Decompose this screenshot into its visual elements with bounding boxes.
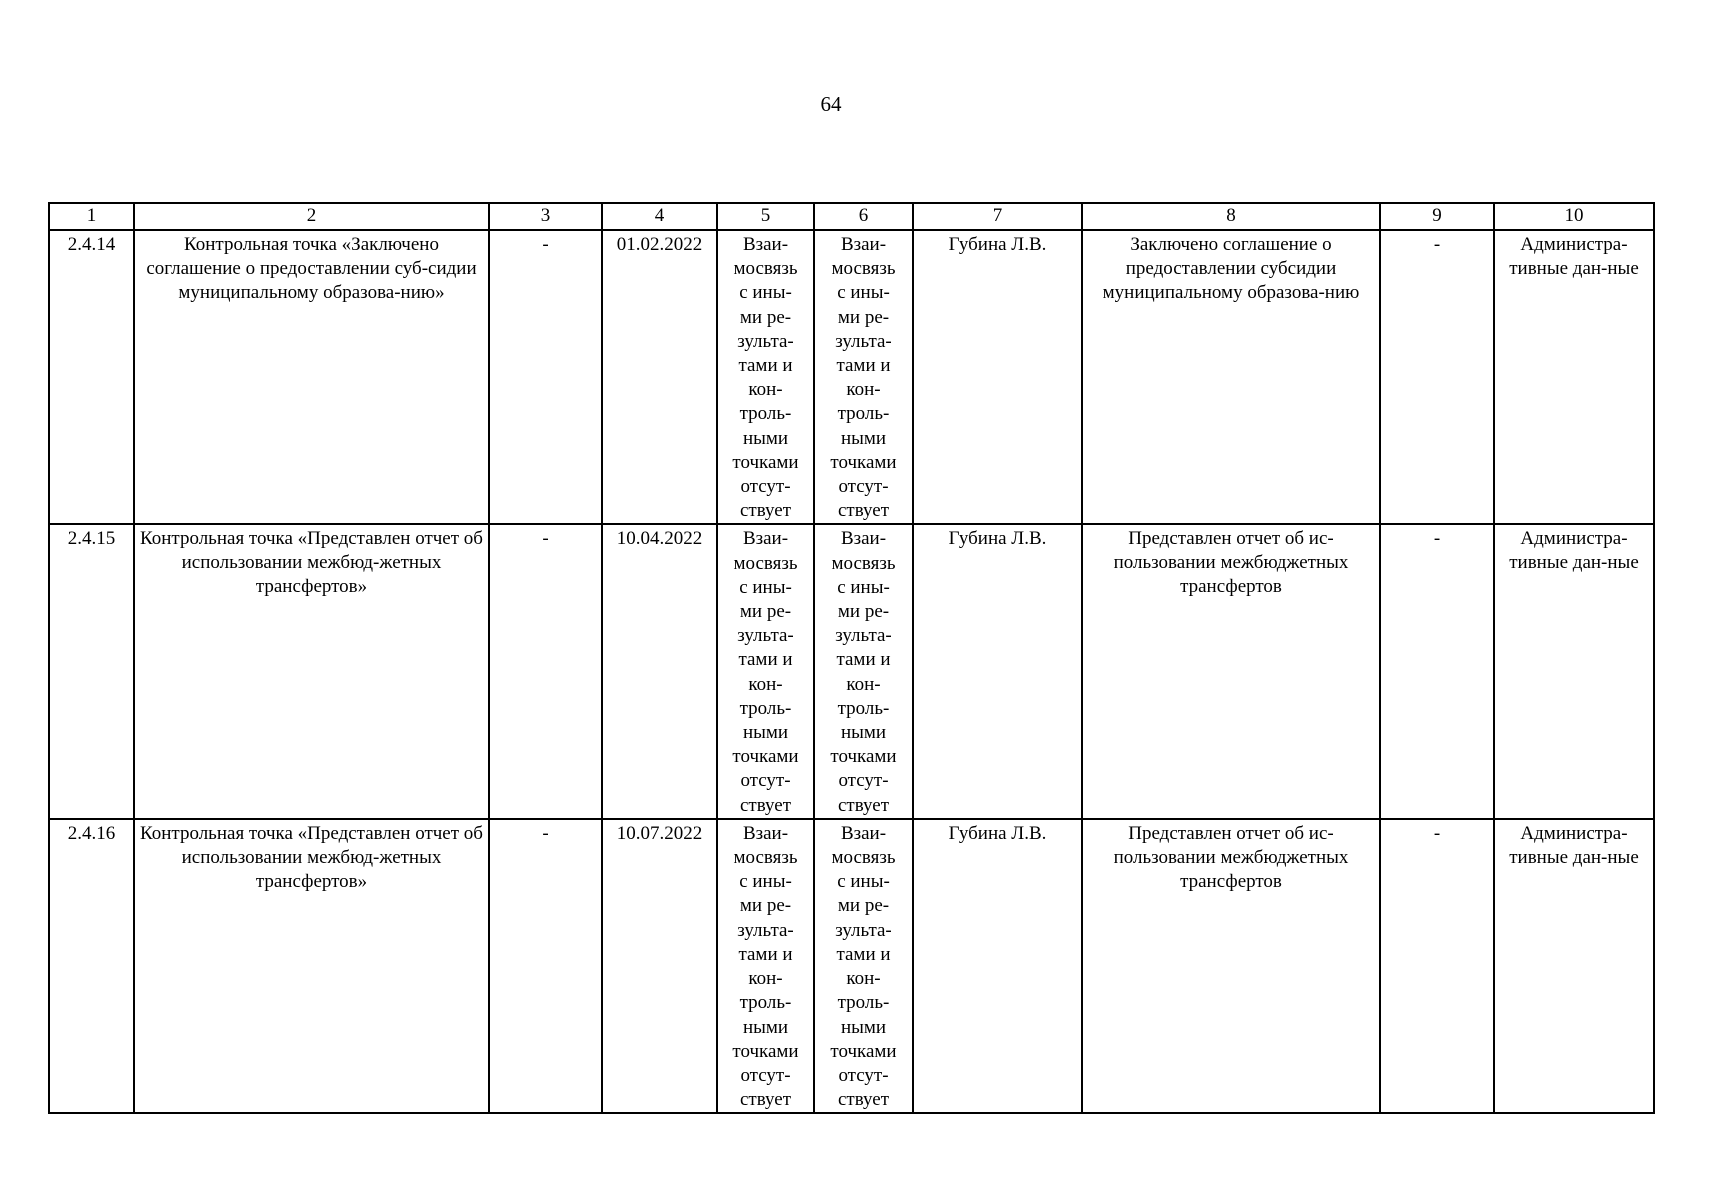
header-cell-9: 9 <box>1380 203 1494 230</box>
result-description-cell: Представлен отчет об ис-пользовании межбюджетных трансфертов <box>1082 524 1380 818</box>
column-3-cell: - <box>489 230 602 524</box>
cell-text-line: отсут- <box>740 770 791 792</box>
cell-text-line: мосвязь <box>733 847 798 869</box>
cell-text-line: зульта- <box>835 330 892 352</box>
cell-text-line: отсут- <box>838 770 889 792</box>
relation-cell-6 <box>814 230 913 524</box>
table-row <box>49 230 1654 524</box>
cell-text-line: ми ре- <box>837 895 890 917</box>
header-cell-5: 5 <box>717 203 814 230</box>
cell-text-line: Взаи- <box>840 234 887 255</box>
cell-text-line: ными <box>742 722 789 744</box>
table-row <box>49 819 1654 1113</box>
cell-text-line: мосвязь <box>733 552 798 574</box>
cell-text-line: кон- <box>748 968 783 990</box>
relation-cell-5 <box>717 230 814 524</box>
cell-text-line: точками <box>732 451 799 473</box>
cell-text-line: троль- <box>739 697 792 719</box>
table-row <box>49 524 1654 818</box>
column-3-cell: - <box>489 524 602 818</box>
cell-text-line: кон- <box>846 379 881 401</box>
header-row <box>49 203 1654 230</box>
header-cell-10: 10 <box>1494 203 1654 230</box>
column-9-cell: - <box>1380 524 1494 818</box>
cell-text-line: ными <box>742 1016 789 1038</box>
cell-text-line: мосвязь <box>831 552 896 574</box>
header-cell-1: 1 <box>49 203 134 230</box>
cell-text-line: с ины- <box>837 871 890 893</box>
cell-text-line: с ины- <box>837 282 890 304</box>
cell-text-line: ми ре- <box>739 895 792 917</box>
cell-text-line: мосвязь <box>831 847 896 869</box>
cell-text-line: точками <box>830 746 897 768</box>
header-cell-4: 4 <box>602 203 717 230</box>
cell-text-line: мосвязь <box>831 258 896 280</box>
cell-text-line: кон- <box>748 673 783 695</box>
cell-text-line: мосвязь <box>733 258 798 280</box>
cell-text-line: тами и <box>836 943 891 965</box>
column-3-cell: - <box>489 819 602 1113</box>
cell-text-line: с ины- <box>739 282 792 304</box>
cell-text-line: троль- <box>837 403 890 425</box>
cell-text-line: зульта- <box>737 919 794 941</box>
cell-text-line: ствует <box>837 500 890 522</box>
row-number-cell: 2.4.16 <box>49 819 134 1113</box>
row-number-cell: 2.4.15 <box>49 524 134 818</box>
control-points-table <box>48 202 1655 1114</box>
relation-cell-6 <box>814 819 913 1113</box>
cell-text-line: Взаи- <box>840 822 887 844</box>
page-number: 64 <box>820 92 842 116</box>
cell-text-line: с ины- <box>739 871 792 893</box>
cell-text-line: тами и <box>738 649 793 671</box>
relation-cell-6 <box>814 524 913 818</box>
cell-text-line: ствует <box>837 794 890 816</box>
cell-text-line: ствует <box>739 500 792 522</box>
cell-text-line: Взаи- <box>742 234 789 255</box>
cell-text-line: зульта- <box>835 919 892 941</box>
data-source-cell: Администра-тивные дан-ные <box>1494 230 1654 524</box>
cell-text-line: зульта- <box>835 625 892 647</box>
cell-text-line: ными <box>840 1016 887 1038</box>
row-number-cell: 2.4.14 <box>49 230 134 524</box>
cell-text-line: тами и <box>738 355 793 377</box>
cell-text-line: отсут- <box>838 1064 889 1086</box>
date-cell: 01.02.2022 <box>602 230 717 524</box>
cell-text-line: зульта- <box>737 330 794 352</box>
control-point-name-cell: Контрольная точка «Представлен отчет об использовании межбюд-жетных трансфертов» <box>134 524 489 818</box>
cell-text-line: ствует <box>837 1089 890 1111</box>
data-source-cell: Администра-тивные дан-ные <box>1494 819 1654 1113</box>
result-description-cell: Представлен отчет об ис-пользовании межбюджетных трансфертов <box>1082 819 1380 1113</box>
cell-text-line: точками <box>830 451 897 473</box>
cell-text-line: точками <box>830 1040 897 1062</box>
cell-text-line: кон- <box>846 673 881 695</box>
cell-text-line: тами и <box>836 649 891 671</box>
cell-text-line: ствует <box>739 794 792 816</box>
cell-text-line: троль- <box>837 992 890 1014</box>
header-cell-8: 8 <box>1082 203 1380 230</box>
cell-text-line: Взаи- <box>742 528 789 550</box>
cell-text-line: ными <box>840 722 887 744</box>
header-cell-7: 7 <box>913 203 1082 230</box>
cell-text-line: ми ре- <box>837 601 890 623</box>
control-point-name-cell: Контрольная точка «Представлен отчет об использовании межбюд-жетных трансфертов» <box>134 819 489 1113</box>
cell-text-line: отсут- <box>740 476 791 498</box>
responsible-person-cell: Губина Л.В. <box>913 819 1082 1113</box>
cell-text-line: ными <box>742 427 789 449</box>
cell-text-line: троль- <box>837 697 890 719</box>
cell-text-line: ными <box>840 427 887 449</box>
cell-text-line: ствует <box>739 1089 792 1111</box>
responsible-person-cell: Губина Л.В. <box>913 524 1082 818</box>
data-source-cell: Администра-тивные дан-ные <box>1494 524 1654 818</box>
responsible-person-cell: Губина Л.В. <box>913 230 1082 524</box>
cell-text-line: ми ре- <box>739 306 792 328</box>
cell-text-line: отсут- <box>740 1064 791 1086</box>
control-point-name-cell: Контрольная точка «Заключено соглашение о предоставлении суб-сидии муниципальному образова-нию» <box>134 230 489 524</box>
cell-text-line: отсут- <box>838 476 889 498</box>
cell-text-line: троль- <box>739 403 792 425</box>
cell-text-line: кон- <box>748 379 783 401</box>
cell-text-line: тами и <box>836 355 891 377</box>
result-description-cell: Заключено соглашение о предоставлении субсидии муниципальному образова-нию <box>1082 230 1380 524</box>
header-cell-2: 2 <box>134 203 489 230</box>
cell-text-line: ми ре- <box>739 601 792 623</box>
cell-text-line: Взаи- <box>742 822 789 844</box>
relation-cell-5 <box>717 524 814 818</box>
cell-text-line: тами и <box>738 943 793 965</box>
cell-text-line: точками <box>732 1040 799 1062</box>
relation-cell-5 <box>717 819 814 1113</box>
date-cell: 10.07.2022 <box>602 819 717 1113</box>
cell-text-line: с ины- <box>837 576 890 598</box>
cell-text-line: кон- <box>846 968 881 990</box>
cell-text-line: Взаи- <box>840 528 887 550</box>
date-cell: 10.04.2022 <box>602 524 717 818</box>
cell-text-line: троль- <box>739 992 792 1014</box>
cell-text-line: ми ре- <box>837 306 890 328</box>
cell-text-line: точками <box>732 746 799 768</box>
column-9-cell: - <box>1380 819 1494 1113</box>
header-cell-6: 6 <box>814 203 913 230</box>
column-9-cell: - <box>1380 230 1494 524</box>
cell-text-line: с ины- <box>739 576 792 598</box>
cell-text-line: зульта- <box>737 625 794 647</box>
header-cell-3: 3 <box>489 203 602 230</box>
